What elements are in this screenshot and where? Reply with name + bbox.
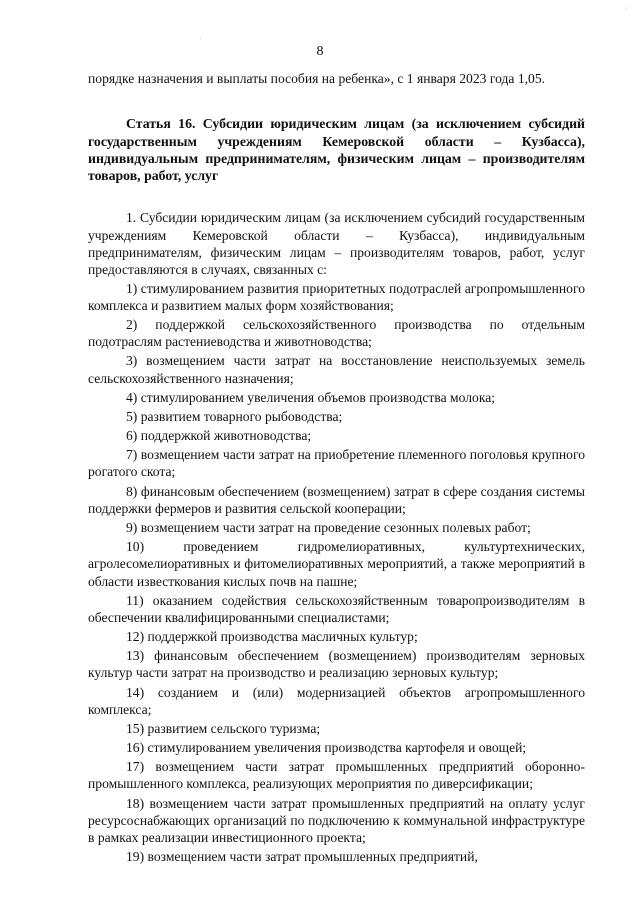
- list-item: 16) стимулированием увеличения производства картофеля и овощей;: [126, 740, 527, 756]
- list-item: 10) проведением гидромелиоративных, культуртехнических, агролесомелиоративных и фитомелиоративных мероприятий, а также мероприятий в области известкования кислых почв на пашне;: [88, 539, 585, 589]
- continuation-paragraph: порядке назначения и выплаты пособия на ребенка», с 1 января 2023 года 1,05.: [88, 71, 546, 86]
- list-item: 7) возмещением части затрат на приобретение племенного поголовья крупного рогатого скота;: [88, 447, 585, 480]
- intro-paragraph: 1. Субсидии юридическим лицам (за исключением субсидий государственным учреждениям Кемеровской области – Кузбасса), индивидуальным предпринимателям, физическим лицам – производителям товаров, работ, услуг предоставляются в случаях, связанных с:: [88, 210, 585, 278]
- list-item: 5) развитием товарного рыбоводства;: [126, 408, 343, 424]
- page-number: 8: [316, 44, 324, 59]
- list-item: 15) развитием сельского туризма;: [126, 720, 321, 736]
- list-item: 14) созданием и (или) модернизацией объектов агропромышленного комплекса;: [88, 684, 585, 717]
- list-item: 19) возмещением части затрат промышленных предприятий,: [126, 849, 478, 865]
- list-item: 1) стимулированием развития приоритетных подотраслей агропромышленного комплекса и развитием малых форм хозяйствования;: [88, 280, 585, 313]
- list-item: 3) возмещением части затрат на восстановление неиспользуемых земель сельскохозяйственного назначения;: [88, 353, 585, 386]
- list-item: 2) поддержкой сельскохозяйственного производства по отдельным подотраслям растениеводства и животноводства;: [88, 317, 585, 350]
- list-item: 13) финансовым обеспечением (возмещением) производителям зерновых культур части затрат на производство и реализацию зерновых культур;: [88, 648, 585, 681]
- list-item: 4) стимулированием увеличения объемов производства молока;: [126, 389, 496, 405]
- list-item: 12) поддержкой производства масличных культур;: [126, 629, 418, 645]
- list-item: 9) возмещением части затрат на проведение сезонных полевых работ;: [126, 519, 531, 535]
- subsidy-case-list: [88, 280, 585, 866]
- list-item: 17) возмещением части затрат промышленных предприятий оборонно-промышленного комплекса, реализующих мероприятия по диверсификации;: [88, 759, 585, 792]
- scan-mark: ': [626, 6, 628, 15]
- document-body: [88, 70, 585, 867]
- article-heading: Статья 16. Субсидии юридическим лицам (за исключением субсидий государственным учреждениям Кемеровской области – Кузбасса), индивидуальным предпринимателям, физическим лицам – производителям товаров, работ, услуг: [88, 116, 585, 184]
- list-item: 6) поддержкой животноводства;: [126, 428, 312, 444]
- list-item: 18) возмещением части затрат промышленных предприятий на оплату услуг ресурсоснабжающих организаций по подключению к коммунальной инфраструктуре в рамках реализации инвестиционного проекта;: [88, 795, 585, 846]
- scan-mark: ': [200, 36, 202, 45]
- list-item: 11) оказанием содействия сельскохозяйственным товаропроизводителям в обеспечении квалифицированными специалистами;: [88, 592, 585, 625]
- list-item: 8) финансовым обеспечением (возмещением) затрат в сфере создания системы поддержки фермеров и развития сельской кооперации;: [88, 483, 585, 516]
